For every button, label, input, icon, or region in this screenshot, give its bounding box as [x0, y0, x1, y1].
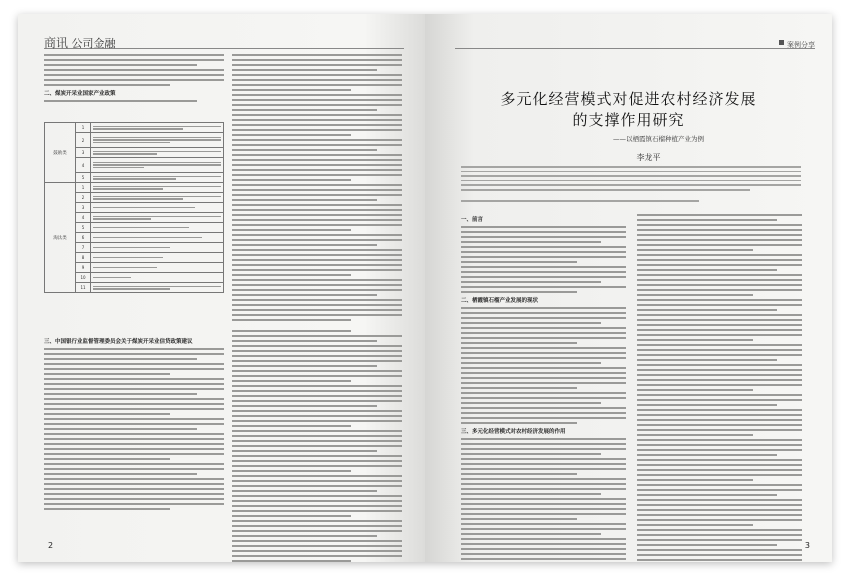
- header-brand-name: 商讯: [44, 36, 69, 50]
- header-section: 公司金融: [71, 37, 116, 50]
- table-row-number: 9: [76, 263, 91, 273]
- table-row-number: 5: [76, 173, 91, 183]
- article-keywords: [461, 200, 801, 205]
- table-row-number: 2: [76, 133, 91, 148]
- section-heading-effects: 三、多元化经营模式对农村经济发展的作用: [461, 429, 566, 435]
- table-row-number: 11: [76, 283, 91, 293]
- table-row-number: 1: [76, 123, 91, 133]
- right-page: [425, 14, 832, 562]
- article-abstract: [461, 166, 801, 194]
- table-row-number: 10: [76, 273, 91, 283]
- table-category-eliminated: 淘汰类: [45, 183, 76, 293]
- table-row-number: 7: [76, 243, 91, 253]
- left-page-right-column: [232, 54, 402, 562]
- left-page-header: [44, 32, 404, 49]
- table-row-number: 4: [76, 158, 91, 173]
- header-square-icon: [779, 40, 784, 45]
- right-page-left-column: [461, 214, 626, 562]
- page-number-right: 3: [804, 541, 810, 550]
- table-row-number: 8: [76, 253, 91, 263]
- heading-credit-policy: 三、中国银行业监督管理委员会关于煤炭开采业信贷政策建议: [44, 339, 193, 345]
- table-row-number: 2: [76, 193, 91, 203]
- left-page: [18, 14, 425, 562]
- right-page-right-column: [637, 214, 802, 562]
- right-page-header: [455, 32, 815, 49]
- left-column-bottom-text: [44, 336, 224, 513]
- left-column-top-text: [44, 54, 224, 105]
- article-title-line2: 的支撑作用研究: [572, 111, 685, 129]
- industry-policy-table: [44, 122, 224, 293]
- table-row-number: 6: [76, 233, 91, 243]
- article-subtitle: ——以栖霞镇石榴种植产业为例: [613, 135, 704, 143]
- table-row-number: 4: [76, 213, 91, 223]
- article-author: 李龙平: [636, 153, 661, 162]
- table-row-number: 3: [76, 203, 91, 213]
- magazine-spread: [18, 14, 832, 562]
- page-number-left: 2: [48, 541, 54, 550]
- table-row-number: 1: [76, 183, 91, 193]
- heading-industry-policy: 二、煤炭开采业国家产业政策: [44, 91, 116, 97]
- header-label: 案例分享: [787, 41, 815, 49]
- header-brand: [44, 37, 116, 50]
- table-row-number: 5: [76, 223, 91, 233]
- table-row-number: 3: [76, 148, 91, 158]
- section-heading-status: 二、栖霞镇石榴产业发展的现状: [461, 298, 539, 304]
- article-title-line1: 多元化经营模式对促进农村经济发展: [500, 90, 757, 108]
- table-category-encouraged: 鼓励类: [45, 123, 76, 183]
- section-heading-intro: 一、前言: [461, 217, 484, 223]
